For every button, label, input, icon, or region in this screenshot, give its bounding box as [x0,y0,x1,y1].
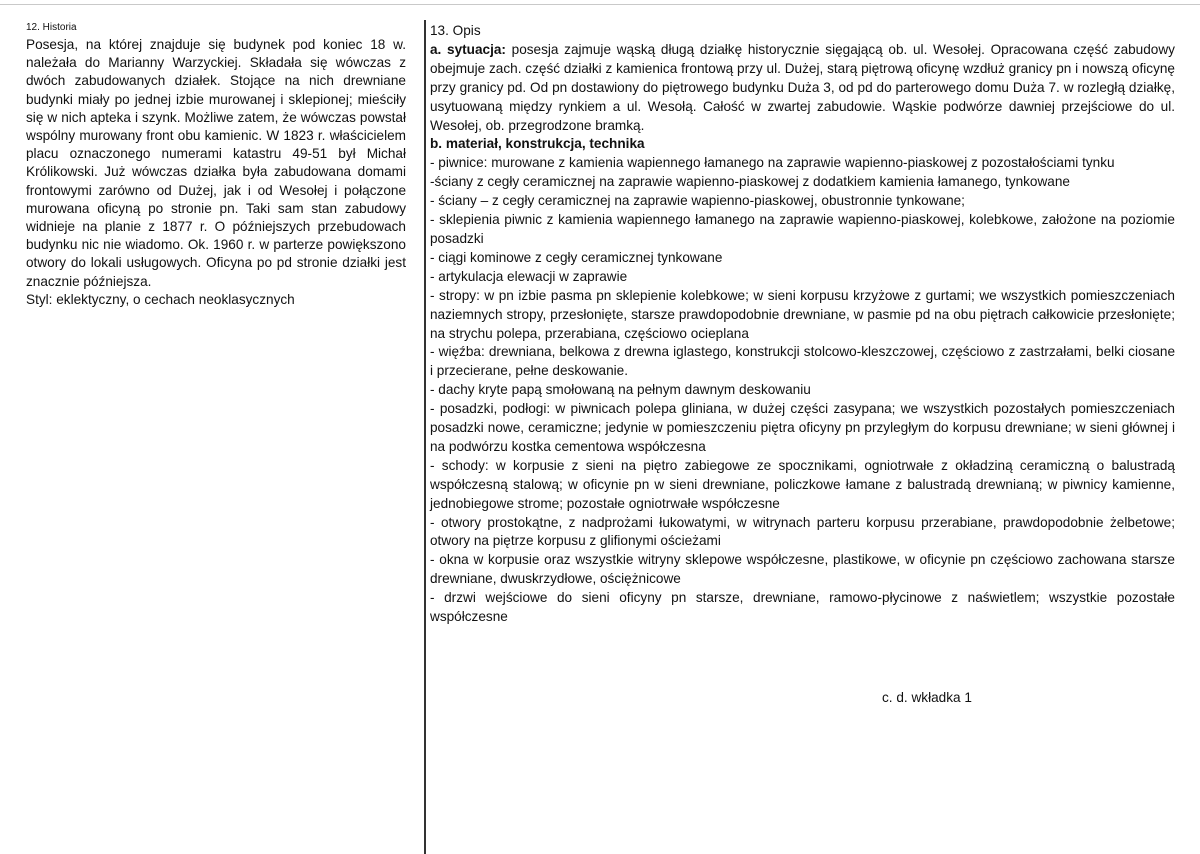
item-doors: - drzwi wejściowe do sieni oficyny pn starsze, drewniane, ramowo-płycinowe z naświetlem; wszystkie pozostałe współczesne [430,590,1175,625]
item-walls-1: -ściany z cegły ceramicznej na zaprawie wapienno-piaskowej z dodatkiem kamienia łamanego, tynkowane [430,174,1070,190]
history-header: 12. Historia [26,22,77,33]
history-column [26,20,406,309]
situation-paragraph [430,41,1175,136]
style-line: Styl: eklektyczny, o cechach neoklasycznych [26,291,295,307]
item-articulation: - artykulacja elewacji w zaprawie [430,268,628,284]
column-divider [424,20,426,854]
item-chimneys: - ciągi kominowe z cegły ceramicznej tynkowane [430,249,723,265]
item-stairs: - schody: w korpusie z sieni na piętro zabiegowe ze spocznikami, ogniotrwałe z okładziną ceramiczną o balustradą współczesną stalową; w oficynie pn w sieni drewniane, policzkowe łamane z balustradą drewnianą; w piwnicy kamienne, jednobiegowe strome; pozostałe ogniotrwałe współczesne [430,457,1175,511]
item-floors: - posadzki, podłogi: w piwnicach polepa gliniana, w dużej części zasypana; we wszystkich pozostałych pomieszczeniach posadzki nowe, ceramiczne; jedynie w pomieszczeniu piętra oficyny pn przyległym do korpusu drewniane; w sieni głównej i na podwórzu kostka cementowa współczesna [430,401,1175,454]
item-windows: - okna w korpusie oraz wszystkie witryny sklepowe współczesne, plastikowe, w oficynie pn częściowo zachowana starsze drewniane, dwuskrzydłowe, ościężnicowe [430,552,1175,587]
item-roof-truss: - więźba: drewniana, belkowa z drewna iglastego, konstrukcji stolcowo-kleszczowej, częściowo z zastrzałami, belki ciosane i przecierane, pełne deskowanie. [430,344,1175,379]
item-openings: - otwory prostokątne, z nadprożami łukowatymi, w witrynach parteru korpusu przerabiane, prawdopodobnie żelbetowe; otwory na piętrze korpusu z glifionymi ościeżami [430,514,1175,549]
top-rule [0,4,1200,5]
item-cellars: - piwnice: murowane z kamienia wapiennego łamanego na zaprawie wapienno-piaskowej z pozostałościami tynku [430,155,1115,171]
continuation-note: c. d. wkładka 1 [882,690,972,705]
situation-label: a. sytuacja: [430,41,506,57]
item-roofs: - dachy kryte papą smołowaną na pełnym dawnym deskowaniu [430,382,811,398]
item-vaults: - sklepienia piwnic z kamienia wapiennego łamanego na zaprawie wapienno-piaskowej, kolebkowe, założone na poziomie posadzki [430,212,1175,246]
history-body: Posesja, na której znajduje się budynek pod koniec 18 w. należała do Marianny Warzyckiej. Składała się wówczas z dwóch zabudowanych działek. Stojące na nich drewniane budynki miały po jednej izbie murowanej i sklepionej; mieściły się w nich apteka i szynk. Możliwe zatem, że wówczas powstał wspólny murowany front obu kamienic. W 1823 r. właścicielem placu oznaczonego numerami katastru 49-51 był Michał Królikowski. Już wówczas działka była zabudowana domami frontowymi zarówno od Dużej, jak i od Wesołej i połączone murowana oficyną po stronie pn. Taki sam stan zabudowy widnieje na planie z 1877 r. O późniejszych przebudowach budynku nic nie wiadomo. Ok. 1960 r. w parterze powiększono otwory do lokali usługowych. Oficyna po pd stronie działki jest znacznie późniejsza. [26,37,406,289]
situation-text: posesja zajmuje wąską długą działkę historycznie sięgającą ob. ul. Wesołej. Opracowana część zabudowy obejmuje zach. część działki z kamienica frontową przy ul. Dużej, starą piętrową oficynę wzdłuż granicy pn i nowszą oficynę przy granicy pd. Od pn dostawiony do piętrowego budynku Duża 3, od pd do parterowego domu Duża 7. w rozległą działkę, usytuowaną między rynkiem a ul. Wesołą. Całość w zwartej zabudowie. Wąskie podwórze dawniej przejściowe do ul. Wesołej, ob. przegrodzone bramką. [430,41,1175,133]
description-header: 13. Opis [430,23,481,38]
item-ceilings: - stropy: w pn izbie pasma pn sklepienie kolebkowe; w sieni korpusu krzyżowe z gurtami; we wszystkich pomieszczeniach naziemnych stropy, przesłonięte, starsze prawdopodobnie drewniane, w pasmie pd na obu piętrach całkowicie przesłonięte; na strychu polepa, przerabiana, częściowo ocieplana [430,287,1175,341]
material-heading: b. materiał, konstrukcja, technika [430,136,645,152]
item-walls-2: - ściany – z cegły ceramicznej na zaprawie wapienno-piaskowej, obustronnie tynkowane; [430,193,965,209]
description-column [430,22,1175,627]
